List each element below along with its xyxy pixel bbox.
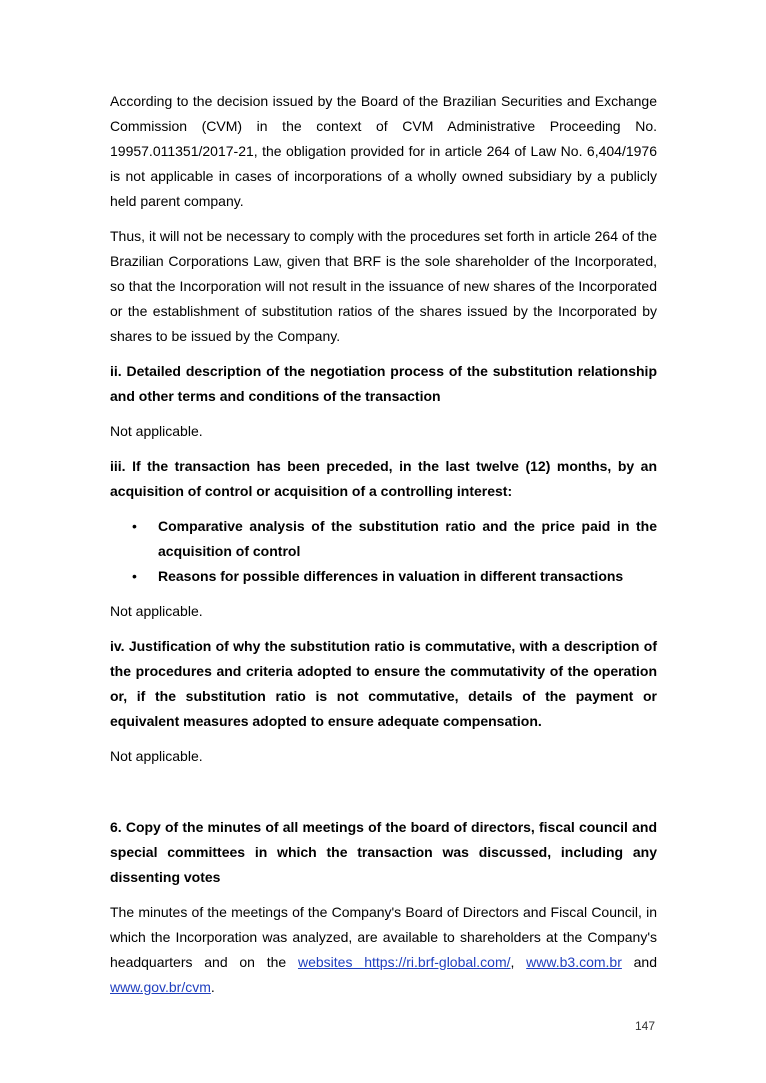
page-number: 147 (635, 1019, 656, 1033)
bullet-item-text: Comparative analysis of the substitution ratio and the price paid in the acquisition of control (158, 518, 657, 559)
link-separator: , (510, 954, 527, 970)
bullet-item-text: Reasons for possible differences in valuation in different transactions (158, 568, 624, 584)
answer-section-ii: Not applicable. (110, 423, 203, 439)
link-cvm[interactable]: www.gov.br/cvm (110, 979, 211, 995)
bullet-item (110, 564, 657, 589)
heading-section-iv: iv. Justification of why the substitution ratio is commutative, with a description of the procedures and criteria adopted to ensure the commutativity of the operation or, if the substitution ratio is not commutative, details of the payment or equivalent measures adopted to ensure adequate compensation. (110, 638, 657, 729)
bullet-list-section-iii (110, 514, 657, 589)
paragraph-minutes-availability (110, 900, 657, 1000)
heading-section-ii: ii. Detailed description of the negotiation process of the substitution relationship and other terms and conditions of the transaction (110, 363, 657, 404)
answer-section-iv: Not applicable. (110, 748, 203, 764)
link-brf-websites[interactable]: websites https://ri.brf-global.com/ (297, 954, 511, 970)
minutes-text: The minutes of the meetings of the Company's Board of Directors and Fiscal Council, in which the Incorporation was analyzed, are available to shareholders at the Company's headquarters and on the (110, 904, 657, 970)
paragraph-article-264: Thus, it will not be necessary to comply with the procedures set forth in article 264 of the Brazilian Corporations Law, given that BRF is the sole shareholder of the Incorporated, so that the Incorporation will not result in the issuance of new shares of the Incorporated or the establishment of substitution ratios of the shares issued by the Incorporated by shares to be issued by the Company. (110, 228, 657, 344)
bullet-glyph: • (132, 568, 137, 584)
answer-section-iii: Not applicable. (110, 603, 203, 619)
bullet-glyph: • (132, 518, 137, 534)
paragraph-end-period: . (210, 979, 215, 995)
bullet-item (110, 514, 657, 564)
link-separator: and (621, 954, 658, 970)
paragraph-cvm-decision: According to the decision issued by the Board of the Brazilian Securities and Exchange Commission (CVM) in the context of CVM Administrative Proceeding No. 19957.011351/2017-21, the obligation provided for in article 264 of Law No. 6,404/1976 is not applicable in cases of incorporations of a wholly owned subsidiary by a publicly held parent company. (110, 93, 657, 209)
heading-section-6: 6. Copy of the minutes of all meetings of the board of directors, fiscal council and special committees in which the transaction was discussed, including any dissenting votes (110, 819, 657, 885)
heading-section-iii: iii. If the transaction has been preceded, in the last twelve (12) months, by an acquisition of control or acquisition of a controlling interest: (110, 458, 657, 499)
section-spacer (110, 779, 657, 815)
link-b3[interactable]: www.b3.com.br (526, 954, 622, 970)
document-body (110, 89, 657, 1010)
